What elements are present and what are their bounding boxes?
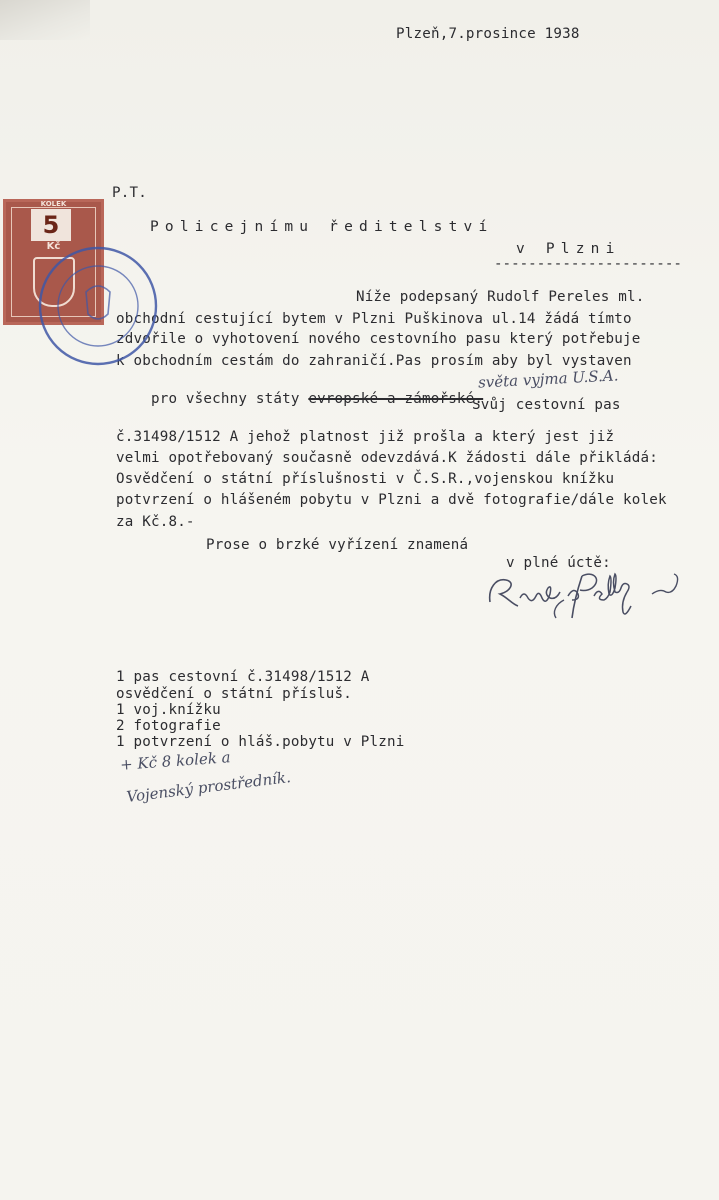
body-line-5-text: pro všechny státy (150, 391, 309, 407)
addressee-line-2: v Plzni (516, 241, 621, 257)
body-line-4: k obchodním cestám do zahraničí.Pas prosím aby byl vystaven (116, 353, 632, 369)
handwritten-enclosure-2: Vojenský prostředník. (125, 768, 292, 806)
enclosure-4: 2 fotografie (116, 718, 221, 734)
body-line-8: velmi opotřebovaný současně odevzdává.K žádosti dále přikládá: (116, 450, 658, 466)
handwritten-enclosure-1: + Kč 8 kolek a (119, 748, 232, 774)
enclosure-3: 1 voj.knížku (116, 702, 221, 718)
body-line-2: obchodní cestující bytem v Plzni Puškinova ul.14 žádá tímto (116, 311, 632, 327)
handwritten-insert: světa vyjma U.S.A. (477, 366, 619, 392)
body-line-5 (116, 372, 483, 426)
body-line-1: Níže podepsaný Rudolf Pereles ml. (356, 289, 645, 305)
body-line-10: potvrzení o hlášeném pobytu v Plzni a dvě fotografie/dále kolek (116, 492, 667, 508)
revenue-stamp-currency: Kč (46, 241, 61, 252)
body-line-11: za Kč.8.- (116, 514, 195, 530)
place-date: Plzeň,7.prosince 1938 (396, 26, 580, 42)
revenue-stamp-value: 5 (31, 209, 71, 241)
body-line-6: Svůj cestovní pas (472, 397, 621, 413)
struck-text: evropské a zámořské. (308, 391, 484, 407)
body-line-3: zdvořile o vyhotovení nového cestovního pasu který potřebuje (116, 331, 641, 347)
closing: v plné úctě: (506, 555, 611, 571)
body-line-9: Osvědčení o státní příslušnosti v Č.S.R.,vojenskou knížku (116, 471, 615, 487)
signature (482, 558, 692, 626)
body-line-12: Prose o brzké vyřízení znamená (206, 537, 469, 553)
addressee-underline: ---------------------- (494, 256, 682, 272)
enclosure-5: 1 potvrzení o hláš.pobytu v Plzni (116, 734, 405, 750)
salutation: P.T. (112, 185, 147, 201)
enclosure-1: 1 pas cestovní č.31498/1512 A (116, 669, 370, 685)
revenue-stamp-top-text: KOLEK (40, 200, 67, 208)
enclosure-2: osvědčení o státní přísluš. (116, 686, 353, 702)
addressee-line-1: Policejnímu ředitelství (150, 219, 494, 235)
body-line-7: č.31498/1512 A jehož platnost již prošla a který jest již (116, 429, 615, 445)
paper-fold-shadow (0, 0, 90, 40)
police-seal-icon (36, 244, 160, 368)
